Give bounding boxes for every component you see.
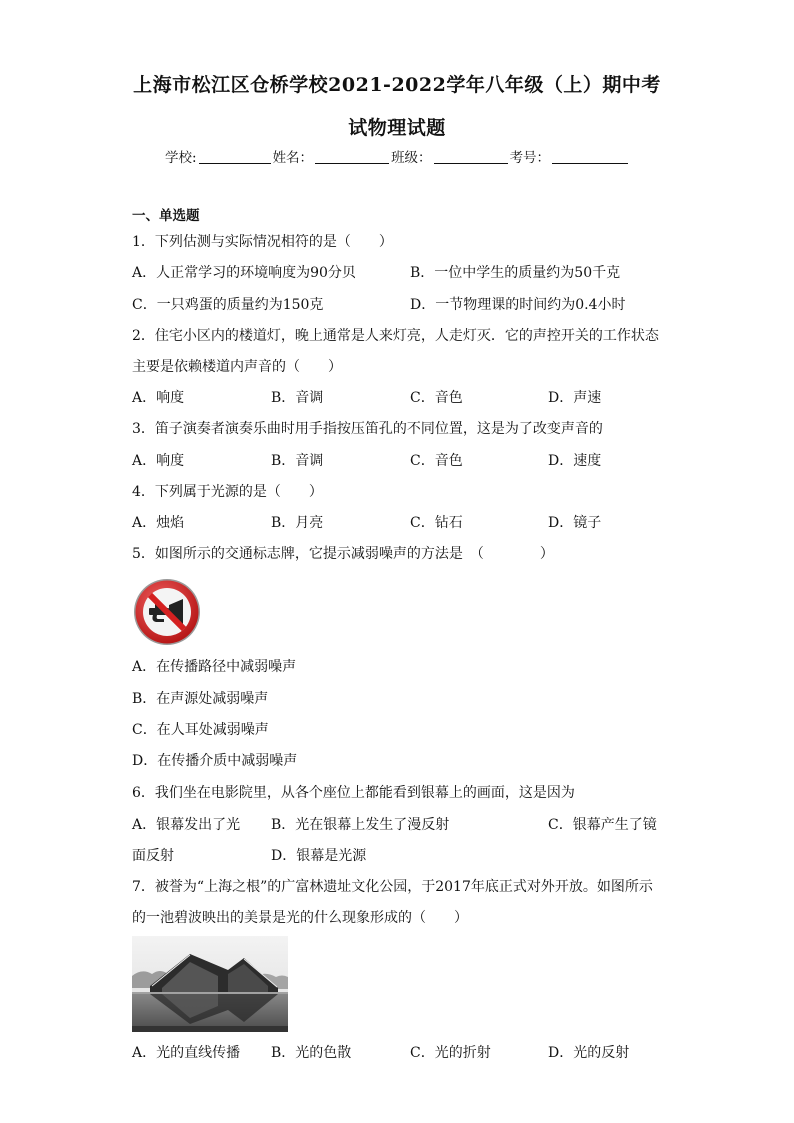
school-blank[interactable]: [199, 149, 271, 164]
question-2-stem-line-2: 主要是依赖楼道内声音的（ ）: [132, 359, 342, 375]
class-blank[interactable]: [434, 149, 508, 164]
question-5-option-a[interactable]: A．在传播路径中减弱噪声: [132, 659, 297, 675]
school-label: 学校:: [165, 150, 197, 166]
name-blank[interactable]: [315, 149, 389, 164]
exam-title-line-2: 试物理试题: [348, 117, 446, 139]
question-5-option-d[interactable]: D．在传播介质中减弱噪声: [132, 753, 298, 769]
question-1-option-c[interactable]: C．一只鸡蛋的质量约为150克: [132, 297, 324, 313]
guangfulin-museum-reflection-photo: [132, 936, 288, 1032]
question-4-option-c[interactable]: C．钻石: [410, 515, 463, 531]
question-7-option-a[interactable]: A．光的直线传播: [132, 1045, 241, 1061]
question-1-option-a[interactable]: A．人正常学习的环境响度为90分贝: [132, 265, 356, 281]
question-2-option-c[interactable]: C．音色: [410, 390, 463, 406]
name-label: 姓名：: [272, 150, 314, 166]
question-6-option-a[interactable]: A．银幕发出了光: [132, 817, 241, 833]
question-3-stem: 3．笛子演奏者演奏乐曲时用手指按压笛孔的不同位置，这是为了改变声音的: [132, 421, 603, 437]
question-7-stem-line-2: 的一池碧波映出的美景是光的什么现象形成的（ ）: [132, 910, 468, 926]
question-4-stem: 4．下列属于光源的是（ ）: [132, 484, 323, 500]
question-7-option-d[interactable]: D．光的反射: [548, 1045, 630, 1061]
question-3-option-c[interactable]: C．音色: [410, 453, 463, 469]
question-7-option-b[interactable]: B．光的色散: [271, 1045, 352, 1061]
question-1-option-d[interactable]: D．一节物理课的时间约为0.4小时: [410, 297, 626, 313]
question-5-option-b[interactable]: B．在声源处减弱噪声: [132, 691, 269, 707]
question-3-option-d[interactable]: D．速度: [548, 453, 602, 469]
question-3-option-b[interactable]: B．音调: [271, 453, 324, 469]
question-6-option-c-continued[interactable]: 面反射: [132, 848, 174, 864]
question-3-option-a[interactable]: A．响度: [132, 453, 185, 469]
question-1-option-b[interactable]: B．一位中学生的质量约为50千克: [410, 265, 621, 281]
class-label: 班级：: [391, 150, 432, 166]
question-2-option-a[interactable]: A．响度: [132, 390, 185, 406]
question-7-stem-line-1: 7．被誉为“上海之根”的广富林遗址文化公园，于2017年底正式对外开放。如图所示: [132, 879, 653, 895]
question-5-stem: 5．如图所示的交通标志牌，它提示减弱噪声的方法是 （ ）: [132, 546, 554, 562]
question-4-option-a[interactable]: A．烛焰: [132, 515, 185, 531]
question-7-option-c[interactable]: C．光的折射: [410, 1045, 491, 1061]
question-6-stem: 6．我们坐在电影院里，从各个座位上都能看到银幕上的画面，这是因为: [132, 785, 575, 801]
student-info-row: [165, 146, 630, 166]
exam-number-blank[interactable]: [552, 149, 628, 164]
question-6-option-d[interactable]: D．银幕是光源: [271, 848, 367, 864]
question-5-option-c[interactable]: C．在人耳处减弱噪声: [132, 722, 269, 738]
no-horn-sign-icon: [133, 578, 201, 646]
exam-title-line-1: 上海市松江区仓桥学校2021-2022学年八年级（上）期中考: [133, 74, 661, 96]
question-6-option-b[interactable]: B．光在银幕上发生了漫反射: [271, 817, 450, 833]
question-6-option-c[interactable]: C．银幕产生了镜: [548, 817, 657, 833]
question-1-stem: 1．下列估测与实际情况相符的是（ ）: [132, 234, 393, 250]
question-4-option-b[interactable]: B．月亮: [271, 515, 324, 531]
exam-number-label: 考号：: [509, 150, 551, 166]
question-2-option-d[interactable]: D．声速: [548, 390, 602, 406]
question-2-stem-line-1: 2．住宅小区内的楼道灯，晚上通常是人来灯亮，人走灯灭．它的声控开关的工作状态: [132, 328, 659, 344]
section-heading: 一、单选题: [132, 208, 200, 224]
question-4-option-d[interactable]: D．镜子: [548, 515, 602, 531]
question-2-option-b[interactable]: B．音调: [271, 390, 324, 406]
